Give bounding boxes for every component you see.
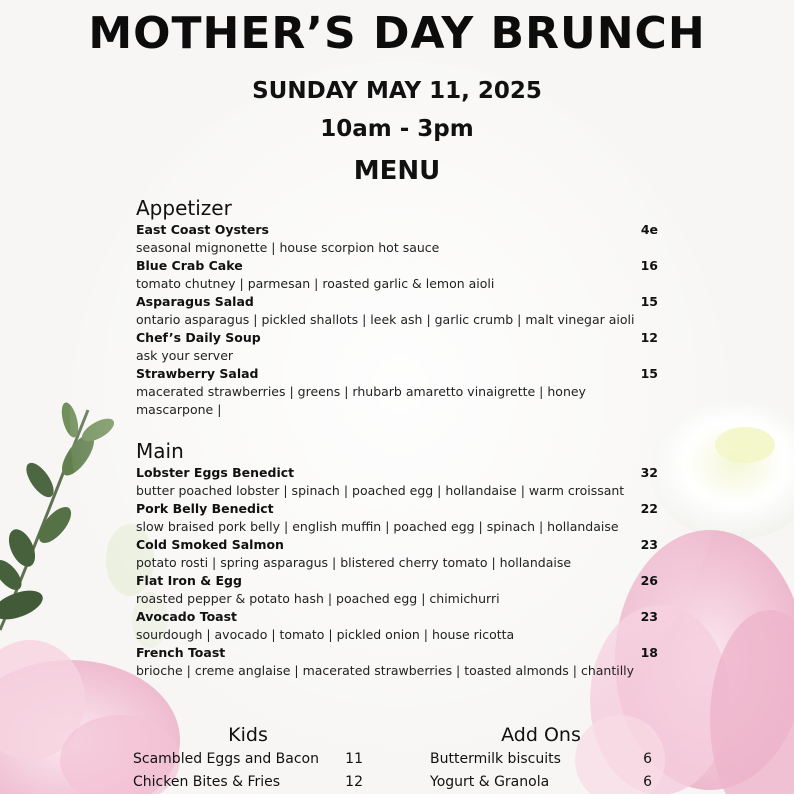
item-price: 4e bbox=[640, 222, 658, 237]
list-item bbox=[133, 748, 363, 771]
item-name: Cold Smoked Salmon bbox=[136, 537, 284, 552]
section-title-appetizer: Appetizer bbox=[136, 196, 232, 220]
item-description: sourdough | avocado | tomato | pickled onion | house ricotta bbox=[136, 627, 515, 642]
page-title: MOTHER’S DAY BRUNCH bbox=[88, 8, 706, 59]
menu-item bbox=[136, 608, 658, 626]
list-item bbox=[430, 771, 652, 794]
item-description: tomato chutney | parmesan | roasted garlic & lemon aioli bbox=[136, 276, 495, 291]
menu-item bbox=[136, 464, 658, 482]
item-price: 15 bbox=[640, 294, 658, 309]
item-name: Flat Iron & Egg bbox=[136, 573, 242, 588]
item-price: 18 bbox=[640, 645, 658, 660]
item-price: 12 bbox=[640, 330, 658, 345]
menu-item bbox=[136, 572, 658, 590]
item-name: Lobster Eggs Benedict bbox=[136, 465, 295, 480]
item-name: East Coast Oysters bbox=[136, 222, 269, 237]
main-section bbox=[136, 438, 658, 680]
section-title-addons: Add Ons bbox=[501, 724, 581, 746]
section-title-main: Main bbox=[136, 439, 184, 463]
list-item bbox=[430, 748, 652, 771]
item-name: French Toast bbox=[136, 645, 226, 660]
item-description: seasonal mignonette | house scorpion hot sauce bbox=[136, 240, 440, 255]
list-item bbox=[133, 771, 363, 794]
item-description: roasted pepper & potato hash | poached egg | chimichurri bbox=[136, 591, 500, 606]
item-name: Blue Crab Cake bbox=[136, 258, 243, 273]
item-name: Chef’s Daily Soup bbox=[136, 330, 261, 345]
menu-item bbox=[136, 644, 658, 662]
menu-item bbox=[136, 257, 658, 275]
item-price: 12 bbox=[345, 774, 363, 790]
item-name: Yogurt & Granola bbox=[430, 774, 550, 790]
item-name: Buttermilk biscuits bbox=[430, 751, 561, 767]
menu-heading: MENU bbox=[353, 156, 441, 186]
addons-section bbox=[430, 722, 652, 794]
menu-item bbox=[136, 500, 658, 518]
item-description: butter poached lobster | spinach | poached egg | hollandaise | warm croissant bbox=[136, 483, 625, 498]
item-description: potato rosti | spring asparagus | blistered cherry tomato | hollandaise bbox=[136, 555, 572, 570]
event-date: SUNDAY MAY 11, 2025 bbox=[252, 78, 542, 104]
item-description: brioche | creme anglaise | macerated strawberries | toasted almonds | chantilly bbox=[136, 663, 635, 678]
item-price: 22 bbox=[640, 501, 658, 516]
item-price: 23 bbox=[640, 609, 658, 624]
item-price: 23 bbox=[640, 537, 658, 552]
item-name: Strawberry Salad bbox=[136, 366, 259, 381]
menu-item bbox=[136, 329, 658, 347]
item-price: 6 bbox=[643, 751, 652, 767]
item-price: 6 bbox=[643, 774, 652, 790]
section-title-kids: Kids bbox=[228, 724, 268, 746]
menu-item bbox=[136, 293, 658, 311]
menu-item bbox=[136, 536, 658, 554]
menu-item bbox=[136, 365, 658, 383]
item-name: Asparagus Salad bbox=[136, 294, 254, 309]
item-description: ontario asparagus | pickled shallots | leek ash | garlic crumb | malt vinegar aioli bbox=[136, 312, 635, 327]
item-name: Pork Belly Benedict bbox=[136, 501, 274, 516]
item-price: 11 bbox=[345, 751, 363, 767]
menu-item bbox=[136, 221, 658, 239]
item-price: 16 bbox=[640, 258, 658, 273]
item-name: Scambled Eggs and Bacon bbox=[133, 751, 319, 767]
event-time: 10am - 3pm bbox=[320, 116, 474, 142]
item-price: 26 bbox=[640, 573, 658, 588]
item-name: Chicken Bites & Fries bbox=[133, 774, 281, 790]
item-description: macerated strawberries | greens | rhubarb amaretto vinaigrette | honey mascarpone | bbox=[136, 384, 586, 417]
item-price: 15 bbox=[640, 366, 658, 381]
kids-section bbox=[133, 722, 363, 794]
item-price: 32 bbox=[640, 465, 658, 480]
item-description: slow braised pork belly | english muffin | poached egg | spinach | hollandaise bbox=[136, 519, 619, 534]
item-name: Avocado Toast bbox=[136, 609, 238, 624]
appetizer-section bbox=[136, 195, 658, 419]
item-description: ask your server bbox=[136, 348, 234, 363]
